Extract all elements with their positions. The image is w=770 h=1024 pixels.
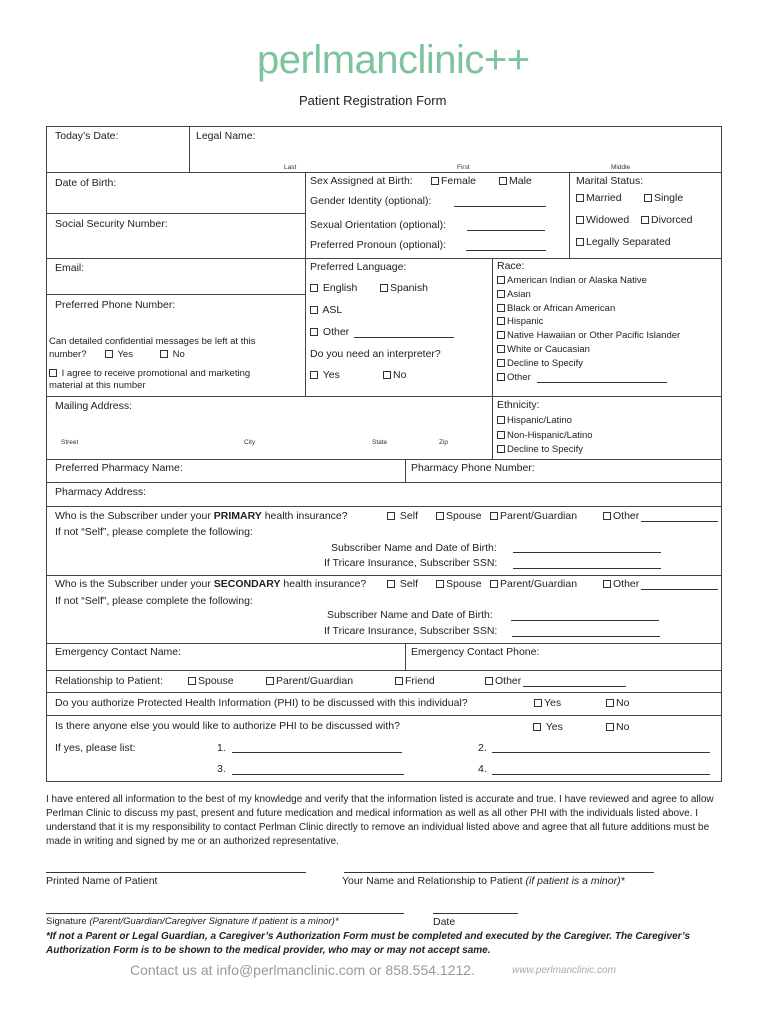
marital-separated-option[interactable]: Legally Separated [576, 236, 671, 248]
secondary-spouse-checkbox[interactable] [436, 580, 444, 588]
secondary-parent-option[interactable]: Parent/Guardian [490, 578, 577, 590]
ethnicity-checkbox[interactable] [497, 445, 505, 453]
phi-list-field-1[interactable] [232, 752, 402, 753]
language-other-field[interactable] [354, 337, 454, 338]
legal-name-label: Legal Name: [196, 130, 256, 142]
separated-checkbox[interactable] [576, 238, 584, 246]
race-option[interactable]: Asian [497, 289, 531, 300]
secondary-subscriber-name-label: Subscriber Name and Date of Birth: [327, 609, 493, 621]
interpreter-no-option[interactable]: No [383, 369, 406, 381]
last-name-label: Last [284, 164, 297, 171]
secondary-tricare-label: If Tricare Insurance, Subscriber SSN: [324, 625, 498, 637]
language-spanish-option[interactable]: Spanish [380, 282, 428, 294]
todays-date-label: Today’s Date: [55, 130, 119, 142]
emergency-phone-label: Emergency Contact Phone: [411, 646, 540, 658]
phi-authorize-yes-option[interactable]: Yes [534, 697, 561, 709]
primary-tricare-label: If Tricare Insurance, Subscriber SSN: [324, 557, 498, 569]
secondary-other-option[interactable]: Other [603, 578, 639, 590]
race-option[interactable]: Hispanic [497, 316, 543, 327]
dob-label: Date of Birth: [55, 177, 117, 189]
phi-anyone-yes-option[interactable]: Yes [533, 721, 563, 733]
phi-list-field-2[interactable] [492, 752, 710, 753]
primary-question: Who is the Subscriber under your PRIMARY health insurance? [55, 510, 348, 522]
race-other-field[interactable] [537, 382, 667, 383]
ethnicity-checkbox[interactable] [497, 431, 505, 439]
ethnicity-option[interactable]: Hispanic/Latino [497, 415, 572, 426]
secondary-tricare-field[interactable] [512, 636, 660, 637]
relationship-label: Relationship to Patient: [55, 675, 163, 687]
sex-label: Sex Assigned at Birth: [310, 175, 413, 187]
phi-yes-checkbox[interactable] [534, 699, 542, 707]
race-checkbox[interactable] [497, 317, 505, 325]
logo-plus: ++ [483, 38, 530, 82]
race-checkbox[interactable] [497, 276, 505, 284]
secondary-question: Who is the Subscriber under your SECONDARY health insurance? [55, 578, 367, 590]
pronoun-label: Preferred Pronoun (optional): [310, 239, 446, 251]
printed-name-field[interactable] [46, 872, 306, 873]
messages-no-option[interactable]: No [160, 349, 185, 360]
sexual-orientation-label: Sexual Orientation (optional): [310, 219, 446, 231]
interpreter-no-checkbox[interactable] [383, 371, 391, 379]
gender-identity-field[interactable] [454, 206, 546, 207]
language-other-checkbox[interactable] [310, 328, 318, 336]
city-label: City [244, 439, 256, 446]
phi-anyone-no-option[interactable]: No [606, 721, 629, 733]
caregiver-footnote: *If not a Parent or Legal Guardian, a Caregiver’s Authorization Form must be completed and executed by the Caregiver. The Caregiver’s Authorization Form is to be shown to the medical provider, who may or may not accept same. [46, 931, 691, 956]
messages-question: Can detailed confidential messages be left at this [49, 336, 256, 347]
marital-married-option[interactable]: Married [576, 192, 622, 204]
consent-statement: I have entered all information to the best of my knowledge and verify that the information listed is accurate and true. I have reviewed and agree to allow Perlman Clinic to discuss my past, present and future medication and medical information as well as all other PHI with the individuals listed above. I understand that it is my responsibility to contact Perlman Clinic directly to remove an individual listed above and agree that all future additions must be made in writing and signed by me or an authorized representative. [46, 794, 714, 847]
contact-line: Contact us at info@perlmanclinic.com or 858.554.1212. [130, 962, 475, 978]
relationship-other-checkbox[interactable] [485, 677, 493, 685]
mailing-label: Mailing Address: [55, 400, 133, 412]
gender-identity-label: Gender Identity (optional): [310, 195, 432, 207]
primary-other-field[interactable] [641, 521, 718, 522]
secondary-other-checkbox[interactable] [603, 580, 611, 588]
spanish-checkbox[interactable] [380, 284, 388, 292]
phi-list-number-1: 1. [217, 742, 226, 754]
phi-list-field-3[interactable] [232, 774, 404, 775]
secondary-other-field[interactable] [641, 589, 718, 590]
sex-female-option[interactable]: Female [431, 175, 476, 187]
race-checkbox[interactable] [497, 373, 505, 381]
language-asl-option[interactable]: ASL [310, 304, 342, 316]
logo-text: perlmanclinic [257, 38, 484, 82]
interpreter-yes-option[interactable]: Yes [310, 369, 340, 381]
marital-single-option[interactable]: Single [644, 192, 683, 204]
married-checkbox[interactable] [576, 194, 584, 202]
interpreter-question: Do you need an interpreter? [310, 348, 441, 360]
messages-yes-checkbox[interactable] [105, 350, 113, 358]
race-label: Race: [497, 260, 525, 272]
middle-name-label: Middle [611, 164, 631, 171]
relationship-spouse-checkbox[interactable] [188, 677, 196, 685]
date-field[interactable] [433, 913, 518, 914]
phi-anyone-yes-checkbox[interactable] [533, 723, 541, 731]
promo-checkbox[interactable] [49, 369, 57, 377]
race-checkbox[interactable] [497, 290, 505, 298]
race-checkbox[interactable] [497, 345, 505, 353]
widowed-checkbox[interactable] [576, 216, 584, 224]
relationship-spouse-option[interactable]: Spouse [188, 675, 234, 687]
zip-label: Zip [439, 439, 449, 446]
primary-self-checkbox[interactable] [387, 512, 395, 520]
sexual-orientation-field[interactable] [467, 230, 545, 231]
secondary-if-not: If not “Self”, please complete the following: [55, 595, 253, 607]
first-name-label: First [457, 164, 470, 171]
messages-yes-option[interactable]: Yes [105, 349, 133, 360]
pharmacy-address-label: Pharmacy Address: [55, 486, 147, 498]
messages-no-checkbox[interactable] [160, 350, 168, 358]
male-checkbox[interactable] [499, 177, 507, 185]
race-option[interactable]: White or Caucasian [497, 344, 590, 355]
signature-field[interactable] [46, 913, 404, 914]
phone-label: Preferred Phone Number: [55, 299, 176, 311]
race-checkbox[interactable] [497, 359, 505, 367]
pronoun-field[interactable] [466, 250, 546, 251]
race-option[interactable]: Other [497, 372, 531, 383]
primary-other-option[interactable]: Other [603, 510, 639, 522]
sex-male-option[interactable]: Male [499, 175, 532, 187]
ethnicity-label: Ethnicity: [497, 399, 540, 411]
primary-if-not: If not “Self”, please complete the following: [55, 526, 253, 538]
secondary-self-option[interactable]: Self [387, 578, 418, 590]
phi-authorize-no-option[interactable]: No [606, 697, 629, 709]
race-option[interactable]: American Indian or Alaska Native [497, 275, 647, 286]
female-checkbox[interactable] [431, 177, 439, 185]
language-label: Preferred Language: [310, 261, 407, 273]
primary-other-checkbox[interactable] [603, 512, 611, 520]
primary-tricare-field[interactable] [513, 568, 661, 569]
phi-no-checkbox[interactable] [606, 699, 614, 707]
primary-parent-option[interactable]: Parent/Guardian [490, 510, 577, 522]
your-name-label: Your Name and Relationship to Patient (if patient is a minor)* [342, 875, 625, 887]
relationship-parent-option[interactable]: Parent/Guardian [266, 675, 353, 687]
secondary-subscriber-name-field[interactable] [511, 620, 659, 621]
relationship-parent-checkbox[interactable] [266, 677, 274, 685]
printed-name-label: Printed Name of Patient [46, 875, 158, 887]
primary-subscriber-name-label: Subscriber Name and Date of Birth: [331, 542, 497, 554]
signature-label: Signature (Parent/Guardian/Caregiver Signature if patient is a minor)* [46, 916, 339, 927]
promo-line2: material at this number [49, 380, 146, 391]
language-other-option[interactable]: Other [310, 326, 349, 338]
secondary-self-checkbox[interactable] [387, 580, 395, 588]
phi-anyone-question: Is there anyone else you would like to authorize PHI to be discussed with? [55, 720, 400, 732]
emergency-name-label: Emergency Contact Name: [55, 646, 182, 658]
ethnicity-option[interactable]: Decline to Specify [497, 444, 583, 455]
race-option[interactable]: Black or African American [497, 303, 615, 314]
marital-divorced-option[interactable]: Divorced [641, 214, 692, 226]
primary-subscriber-name-field[interactable] [513, 552, 661, 553]
race-checkbox[interactable] [497, 304, 505, 312]
language-english-option[interactable]: English [310, 282, 357, 294]
marital-widowed-option[interactable]: Widowed [576, 214, 629, 226]
relationship-friend-checkbox[interactable] [395, 677, 403, 685]
secondary-spouse-option[interactable]: Spouse [436, 578, 482, 590]
phi-list-field-4[interactable] [492, 774, 710, 775]
phi-anyone-no-checkbox[interactable] [606, 723, 614, 731]
date-label: Date [433, 916, 456, 928]
messages-number: number? [49, 349, 87, 360]
relationship-other-option[interactable]: Other [485, 675, 521, 687]
single-checkbox[interactable] [644, 194, 652, 202]
primary-self-option[interactable]: Self [387, 510, 418, 522]
primary-parent-checkbox[interactable] [490, 512, 498, 520]
pharmacy-name-label: Preferred Pharmacy Name: [55, 462, 183, 474]
relationship-friend-option[interactable]: Friend [395, 675, 435, 687]
primary-spouse-option[interactable]: Spouse [436, 510, 482, 522]
form-title: Patient Registration Form [299, 93, 447, 108]
race-option[interactable]: Native Hawaiian or Other Pacific Islander [497, 330, 680, 341]
promo-option[interactable]: I agree to receive promotional and marketing [49, 368, 250, 379]
ssn-label: Social Security Number: [55, 218, 168, 230]
divorced-checkbox[interactable] [641, 216, 649, 224]
asl-checkbox[interactable] [310, 306, 318, 314]
clinic-logo [257, 38, 530, 83]
race-option[interactable]: Decline to Specify [497, 358, 583, 369]
race-checkbox[interactable] [497, 331, 505, 339]
secondary-parent-checkbox[interactable] [490, 580, 498, 588]
street-label: Street [61, 439, 79, 446]
interpreter-yes-checkbox[interactable] [310, 371, 318, 379]
website-link[interactable]: www.perlmanclinic.com [512, 965, 616, 976]
phi-list-number-3: 3. [217, 763, 226, 775]
state-label: State [372, 439, 388, 446]
email-label: Email: [55, 262, 85, 274]
ethnicity-checkbox[interactable] [497, 416, 505, 424]
phi-list-number-2: 2. [478, 742, 487, 754]
your-name-field[interactable] [344, 872, 654, 873]
pharmacy-phone-label: Pharmacy Phone Number: [411, 462, 535, 474]
phi-list-label: If yes, please list: [55, 742, 136, 754]
phi-list-number-4: 4. [478, 763, 487, 775]
phi-authorize-question: Do you authorize Protected Health Information (PHI) to be discussed with this individual? [55, 697, 468, 709]
marital-label: Marital Status: [576, 175, 644, 187]
relationship-other-field[interactable] [523, 686, 626, 687]
ethnicity-option[interactable]: Non-Hispanic/Latino [497, 430, 593, 441]
english-checkbox[interactable] [310, 284, 318, 292]
primary-spouse-checkbox[interactable] [436, 512, 444, 520]
